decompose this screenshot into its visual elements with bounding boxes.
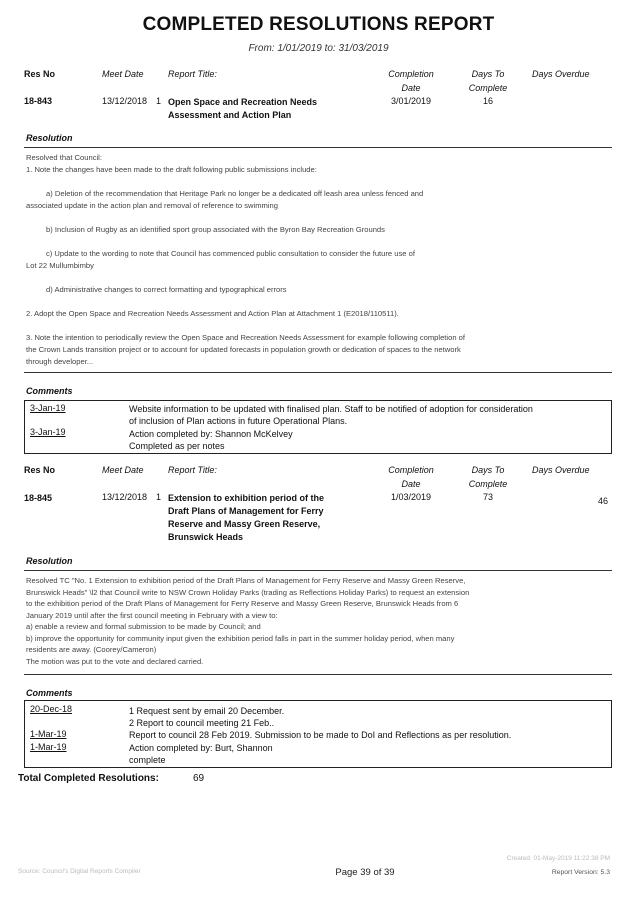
resolution-line: Brunswick Heads" \l2 that Council write to NSW Crown Holiday Parks (trading as Reflections Holiday Parks) to request an extension: [26, 587, 470, 597]
col-completion-line2: Date: [401, 479, 421, 489]
res-no: 18-845: [24, 493, 53, 503]
col-meet-date: Meet Date: [102, 69, 144, 79]
divider: [24, 147, 612, 148]
report-title-text: [168, 96, 317, 122]
col-days-overdue: Days Overdue: [532, 465, 590, 475]
item-no: 1: [156, 492, 162, 502]
resolution-line: 1. Note the changes have been made to the draft following public submissions include:: [26, 165, 317, 174]
title-line: Reserve and Massy Green Reserve,: [168, 519, 321, 529]
title-line: Open Space and Recreation Needs: [168, 97, 318, 107]
title-line: Extension to exhibition period of the: [168, 493, 325, 503]
comment-line: Completed as per notes: [129, 441, 225, 451]
comment-line: Action completed by: Burt, Shannon: [129, 743, 273, 753]
comments-heading: Comments: [26, 386, 73, 396]
report-title-text: [168, 492, 324, 544]
col-res-no: Res No: [24, 69, 56, 79]
resolution-line: 3. Note the intention to periodically review the Open Space and Recreation Needs Assessment for example following completion of: [26, 333, 465, 342]
days-overdue: 46: [597, 496, 608, 506]
resolution-line: associated update in the action plan and removal of reference to swimming: [26, 201, 279, 210]
resolution-line: residents are away. (Coorey/Cameron): [26, 645, 157, 654]
footer-version: Report Version: 5.3: [551, 869, 610, 876]
page-number: Page 39 of 39: [335, 867, 395, 878]
comment-date: 1-Mar-19: [30, 742, 67, 752]
comment-text: [129, 742, 604, 766]
resolution-heading: Resolution: [26, 556, 73, 566]
title-line: Assessment and Action Plan: [168, 110, 292, 120]
resolution-line: through developer...: [26, 357, 94, 366]
comment-date: 1-Mar-19: [30, 729, 67, 739]
date-range: From: 1/01/2019 to: 31/03/2019: [248, 43, 389, 54]
resolution-line: d) Administrative changes to correct formatting and typographical errors: [46, 285, 287, 294]
col-report-title: Report Title:: [168, 465, 217, 475]
resolution-line: Resolved that Council:: [26, 153, 102, 162]
item-no: 1: [156, 96, 162, 106]
total-value: 69: [193, 773, 205, 784]
comment-date: 3-Jan-19: [30, 427, 66, 437]
resolution-line: a) Deletion of the recommendation that Heritage Park no longer be a dedicated off leash area unless fenced and: [46, 189, 424, 198]
comment-line: of inclusion of Plan actions in future Operational Plans.: [129, 416, 348, 426]
col-completion-line1: Completion: [388, 465, 434, 475]
col-days-to: [462, 465, 514, 489]
col-report-title: Report Title:: [168, 69, 217, 79]
resolution-line: a) enable a review and formal submission to be made by Council; and: [26, 622, 261, 631]
meet-date: 13/12/2018: [102, 492, 148, 502]
divider: [24, 570, 612, 571]
meet-date: 13/12/2018: [102, 96, 148, 106]
comment-date: 20-Dec-18: [30, 704, 73, 714]
comment-line: 2 Report to council meeting 21 Feb..: [129, 718, 275, 728]
comment-line: Report to council 28 Feb 2019. Submission to be made to DoI and Reflections as per resolution.: [129, 730, 512, 740]
total-label: Total Completed Resolutions:: [18, 773, 159, 784]
title-line: Brunswick Heads: [168, 532, 244, 542]
resolution-line: Lot 22 Mullumbimby: [26, 261, 94, 270]
comment-line: Action completed by: Shannon McKelvey: [129, 429, 293, 439]
days-to-complete: 16: [482, 96, 493, 106]
comments-heading: Comments: [26, 688, 73, 698]
footer-source: Source: Council's Digital Reports Compiler: [18, 868, 141, 875]
resolution-text: [26, 575, 611, 667]
completion-date: 1/03/2019: [390, 492, 432, 502]
title-line: Draft Plans of Management for Ferry: [168, 506, 324, 516]
col-meet-date: Meet Date: [102, 465, 144, 475]
col-days-to-line1: Days To: [471, 465, 505, 475]
resolution-heading: Resolution: [26, 133, 73, 143]
divider: [24, 372, 612, 373]
comment-text: [129, 705, 604, 729]
completion-date: 3/01/2019: [390, 96, 432, 106]
res-no: 18-843: [24, 96, 53, 106]
resolution-line: b) improve the opportunity for community input given the exhibition period falls in part in the summer holiday period, when many: [26, 633, 455, 643]
resolution-line: the Crown Lands transition project or to account for updated forecasts in population growth or dedication of spaces to the network: [26, 345, 461, 354]
col-completion: [386, 69, 436, 93]
comment-text: [129, 428, 604, 452]
resolution-text: [26, 152, 611, 368]
resolution-line: January 2019 until after the first council meeting in February with a view to:: [26, 610, 278, 620]
comment-line: Website information to be updated with finalised plan. Staff to be notified of adoption for consideration: [129, 404, 533, 414]
col-days-overdue: Days Overdue: [532, 69, 590, 79]
resolution-line: 2. Adopt the Open Space and Recreation Needs Assessment and Action Plan at Attachment 1 (E2018/110511).: [26, 309, 399, 318]
resolution-line: c) Update to the wording to note that Council has commenced public consultation to consider the future use of: [46, 249, 415, 258]
col-days-to-line1: Days To: [471, 69, 505, 79]
comment-line: 1 Request sent by email 20 December.: [129, 706, 285, 716]
comment-date: 3-Jan-19: [30, 403, 66, 413]
col-days-to: [462, 69, 514, 93]
col-days-to-line2: Complete: [468, 83, 508, 93]
resolution-line: b) Inclusion of Rugby as an identified sport group associated with the Byron Bay Recreation Grounds: [46, 225, 385, 234]
comment-line: complete: [129, 755, 166, 765]
col-res-no: Res No: [24, 465, 56, 475]
footer-created: Created: 01-May-2019 11:22:38 PM: [506, 855, 610, 862]
col-completion-line2: Date: [401, 83, 421, 93]
resolution-line: The motion was put to the vote and declared carried.: [26, 656, 204, 666]
days-to-complete: 73: [482, 492, 493, 502]
comment-text: [129, 403, 604, 427]
resolution-line: Resolved TC "No. 1 Extension to exhibition period of the Draft Plans of Management for Ferry Reserve and Massy Green Reserve,: [26, 576, 466, 585]
report-title: COMPLETED RESOLUTIONS REPORT: [142, 14, 495, 35]
resolution-line: to the exhibition period of the Draft Plans of Management for Ferry Reserve and Massy Green Reserve, Brunswick Heads from 6: [26, 599, 459, 608]
col-days-to-line2: Complete: [468, 479, 508, 489]
divider: [24, 674, 612, 675]
col-completion-line1: Completion: [388, 69, 434, 79]
col-completion: [386, 465, 436, 489]
comment-text: [129, 729, 604, 741]
